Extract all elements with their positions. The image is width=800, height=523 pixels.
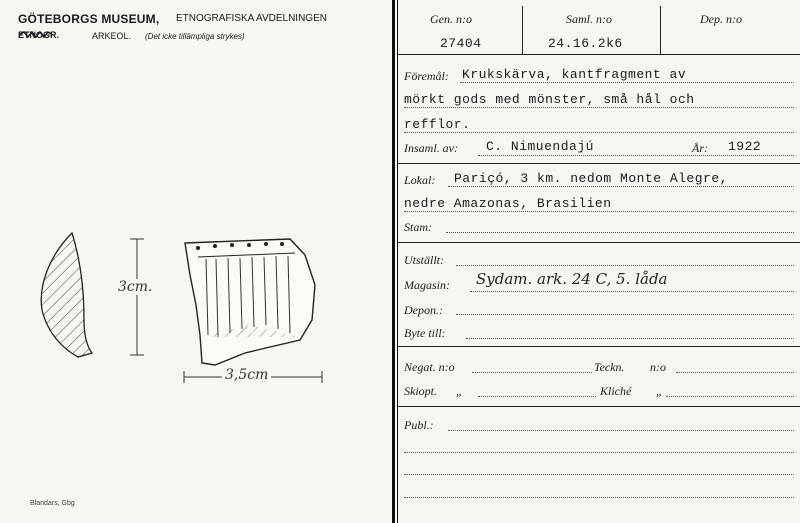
stam-label: Stam: xyxy=(404,220,432,234)
kliche-ditto: „ xyxy=(656,384,663,398)
negat-label: Negat. n:o xyxy=(404,360,455,374)
insaml-value: C. Nimuendajú xyxy=(486,139,594,154)
printer-mark: Blandars, Gbg xyxy=(30,500,75,507)
insaml-dotline xyxy=(478,155,794,156)
foremal-dotline-3 xyxy=(404,132,794,133)
dep-label: Dep. n:o xyxy=(700,12,742,26)
profile-section xyxy=(41,233,92,357)
height-label: 3cm. xyxy=(118,279,153,295)
negat-dotline xyxy=(472,372,592,373)
saml-value: 24.16.2k6 xyxy=(548,36,623,51)
foremal-label: Föremål: xyxy=(404,69,449,83)
sherd-front-view xyxy=(185,239,315,365)
skiopt-label: Skiopt. xyxy=(404,384,437,398)
potsherd-drawing xyxy=(20,225,350,395)
publ-label: Publ.: xyxy=(404,418,434,432)
gen-label: Gen. n:o xyxy=(430,12,472,26)
skiopt-dotline xyxy=(478,396,596,397)
publ-dotline-2 xyxy=(404,452,794,453)
col-divider-1 xyxy=(522,6,523,54)
saml-label: Saml. n:o xyxy=(566,12,612,26)
arkeol-option: ARKEOL. xyxy=(92,31,132,41)
department-name: ETNOGRAFISKA AVDELNINGEN xyxy=(176,13,327,24)
byte-dotline xyxy=(466,338,794,339)
lokal-line-2: nedre Amazonas, Brasilien xyxy=(404,196,612,211)
byte-label: Byte till: xyxy=(404,326,446,340)
publ-dotline-1 xyxy=(448,430,794,431)
row-divider-2 xyxy=(398,163,800,164)
etnogr-option: ETNOGR. xyxy=(18,30,60,40)
skiopt-ditto: „ xyxy=(456,384,463,398)
card-divider xyxy=(392,0,395,523)
lokal-dotline-1 xyxy=(448,186,794,187)
card-divider-inner xyxy=(397,0,398,523)
publ-dotline-4 xyxy=(404,497,794,498)
height-dimension xyxy=(130,239,144,355)
magasin-value: Sydam. ark. 24 C, 5. låda xyxy=(476,270,668,288)
foremal-line-3: refflor. xyxy=(404,117,471,132)
row-divider-5 xyxy=(398,406,800,407)
kliche-dotline xyxy=(666,396,794,397)
row-divider-top xyxy=(398,54,800,55)
ar-label: År: xyxy=(692,141,708,155)
row-divider-4 xyxy=(398,346,800,347)
lokal-line-1: Pariçó, 3 km. nedom Monte Alegre, xyxy=(454,171,728,186)
strike-mark xyxy=(18,28,56,40)
kliche-label: Kliché xyxy=(600,384,632,398)
publ-dotline-3 xyxy=(404,474,794,475)
teckn-dotline xyxy=(676,372,794,373)
foremal-dotline-2 xyxy=(404,107,794,108)
depon-dotline xyxy=(456,314,794,315)
foremal-dotline-1 xyxy=(460,82,794,83)
strike-instruction: (Det icke tillämpliga strykes) xyxy=(145,32,245,41)
foremal-line-1: Krukskärva, kantfragment av xyxy=(462,67,687,82)
width-label: 3,5cm xyxy=(222,367,271,383)
lokal-label: Lokal: xyxy=(404,173,436,187)
foremal-line-2: mörkt gods med mönster, små hål och xyxy=(404,92,695,107)
utstallt-dotline xyxy=(456,265,794,266)
gen-value: 27404 xyxy=(440,36,482,51)
magasin-label: Magasin: xyxy=(404,278,450,292)
museum-name: GÖTEBORGS MUSEUM, xyxy=(18,12,160,26)
depon-label: Depon.: xyxy=(404,303,443,317)
lokal-dotline-2 xyxy=(404,211,794,212)
utstallt-label: Utställt: xyxy=(404,253,445,267)
insaml-label: Insaml. av: xyxy=(404,141,458,155)
teckn-label: Teckn. xyxy=(594,360,625,374)
stam-dotline xyxy=(446,232,794,233)
magasin-dotline xyxy=(470,291,794,292)
col-divider-2 xyxy=(660,6,661,54)
teckn-no-label: n:o xyxy=(650,360,666,374)
row-divider-3 xyxy=(398,242,800,243)
ar-value: 1922 xyxy=(728,139,762,154)
